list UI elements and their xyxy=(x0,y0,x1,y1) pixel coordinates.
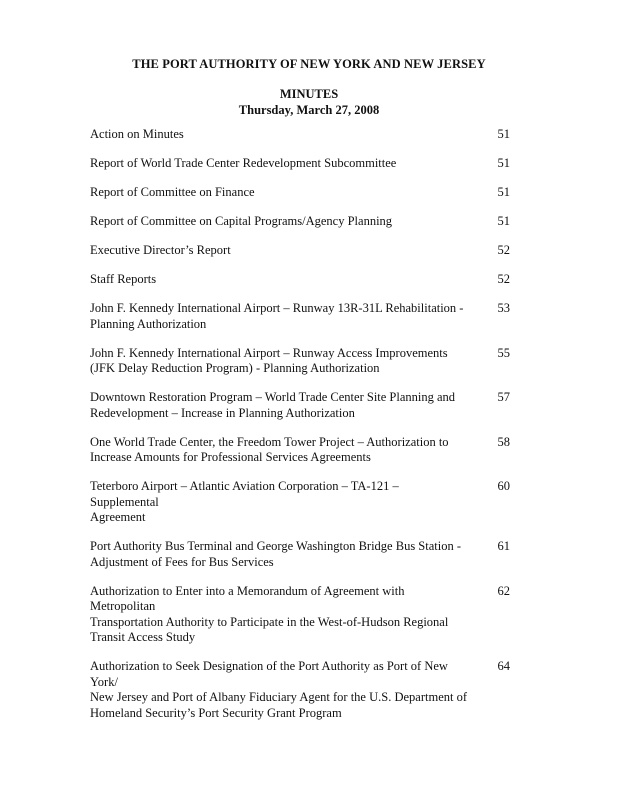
toc-entry-page: 62 xyxy=(497,583,510,598)
toc-entry-page: 53 xyxy=(497,301,510,315)
toc-entry xyxy=(90,214,510,230)
toc-entry xyxy=(90,435,510,466)
toc-entry-page: 61 xyxy=(497,539,510,553)
toc-entry-page: 58 xyxy=(497,434,510,449)
toc-entry-title: Teterboro Airport – Atlantic Aviation Corporation – TA-121 – Supplemental Agreement xyxy=(90,479,399,524)
table-of-contents xyxy=(90,127,510,735)
toc-entry-page: 55 xyxy=(497,345,510,360)
toc-entry xyxy=(90,301,510,332)
toc-entry-title: Report of Committee on Capital Programs/Agency Planning xyxy=(90,214,393,228)
toc-entry xyxy=(90,659,510,721)
toc-entry-title: One World Trade Center, the Freedom Tower Project – Authorization to Increase Amounts for Professional Services Agreements xyxy=(90,434,449,464)
toc-entry-title: Report of World Trade Center Redevelopment Subcommittee xyxy=(90,156,397,170)
toc-entry xyxy=(90,185,510,201)
toc-entry-page: 60 xyxy=(497,479,510,493)
toc-entry xyxy=(90,272,510,288)
toc-entry-title: John F. Kennedy International Airport – Runway Access Improvements (JFK Delay Reduction Program) - Planning Authorization xyxy=(90,345,448,375)
toc-entry xyxy=(90,479,510,526)
toc-entry-title: Port Authority Bus Terminal and George Washington Bridge Bus Station - Adjustment of Fees for Bus Services xyxy=(90,539,462,569)
toc-entry xyxy=(90,584,510,646)
meeting-date: Thursday, March 27, 2008 xyxy=(238,103,380,117)
toc-entry xyxy=(90,127,510,143)
toc-entry-page: 51 xyxy=(497,127,510,141)
toc-entry-title: Executive Director’s Report xyxy=(90,243,231,257)
toc-entry-page: 51 xyxy=(497,156,510,170)
toc-entry-title: John F. Kennedy International Airport – Runway 13R-31L Rehabilitation - Planning Authorization xyxy=(90,301,464,331)
toc-entry xyxy=(90,346,510,377)
toc-entry-title: Downtown Restoration Program – World Trade Center Site Planning and Redevelopment – Increase in Planning Authorization xyxy=(90,390,456,420)
organization-title: THE PORT AUTHORITY OF NEW YORK AND NEW JERSEY xyxy=(132,57,486,71)
toc-entry xyxy=(90,156,510,172)
toc-entry-title: Staff Reports xyxy=(90,272,157,286)
document-title: MINUTES xyxy=(279,87,339,101)
toc-entry-page: 64 xyxy=(497,659,510,673)
toc-entry-title: Authorization to Seek Designation of the Port Authority as Port of New York/ New Jersey and Port of Albany Fiduciary Agent for the U.S. Department of Homeland Security’s Port Security Grant Program xyxy=(90,659,468,720)
toc-entry-page: 51 xyxy=(497,214,510,228)
toc-entry xyxy=(90,243,510,259)
toc-entry-page: 52 xyxy=(497,243,510,257)
toc-entry-page: 52 xyxy=(497,272,510,286)
toc-entry-page: 51 xyxy=(497,185,510,199)
toc-entry-title: Authorization to Enter into a Memorandum of Agreement with Metropolitan Transportation Authority to Participate in the West-of-Hudson Regional Transit Access Study xyxy=(90,583,449,644)
toc-entry xyxy=(90,539,510,570)
toc-entry-title: Report of Committee on Finance xyxy=(90,185,255,199)
toc-entry-title: Action on Minutes xyxy=(90,127,184,141)
toc-entry xyxy=(90,390,510,421)
toc-entry-page: 57 xyxy=(497,390,510,404)
